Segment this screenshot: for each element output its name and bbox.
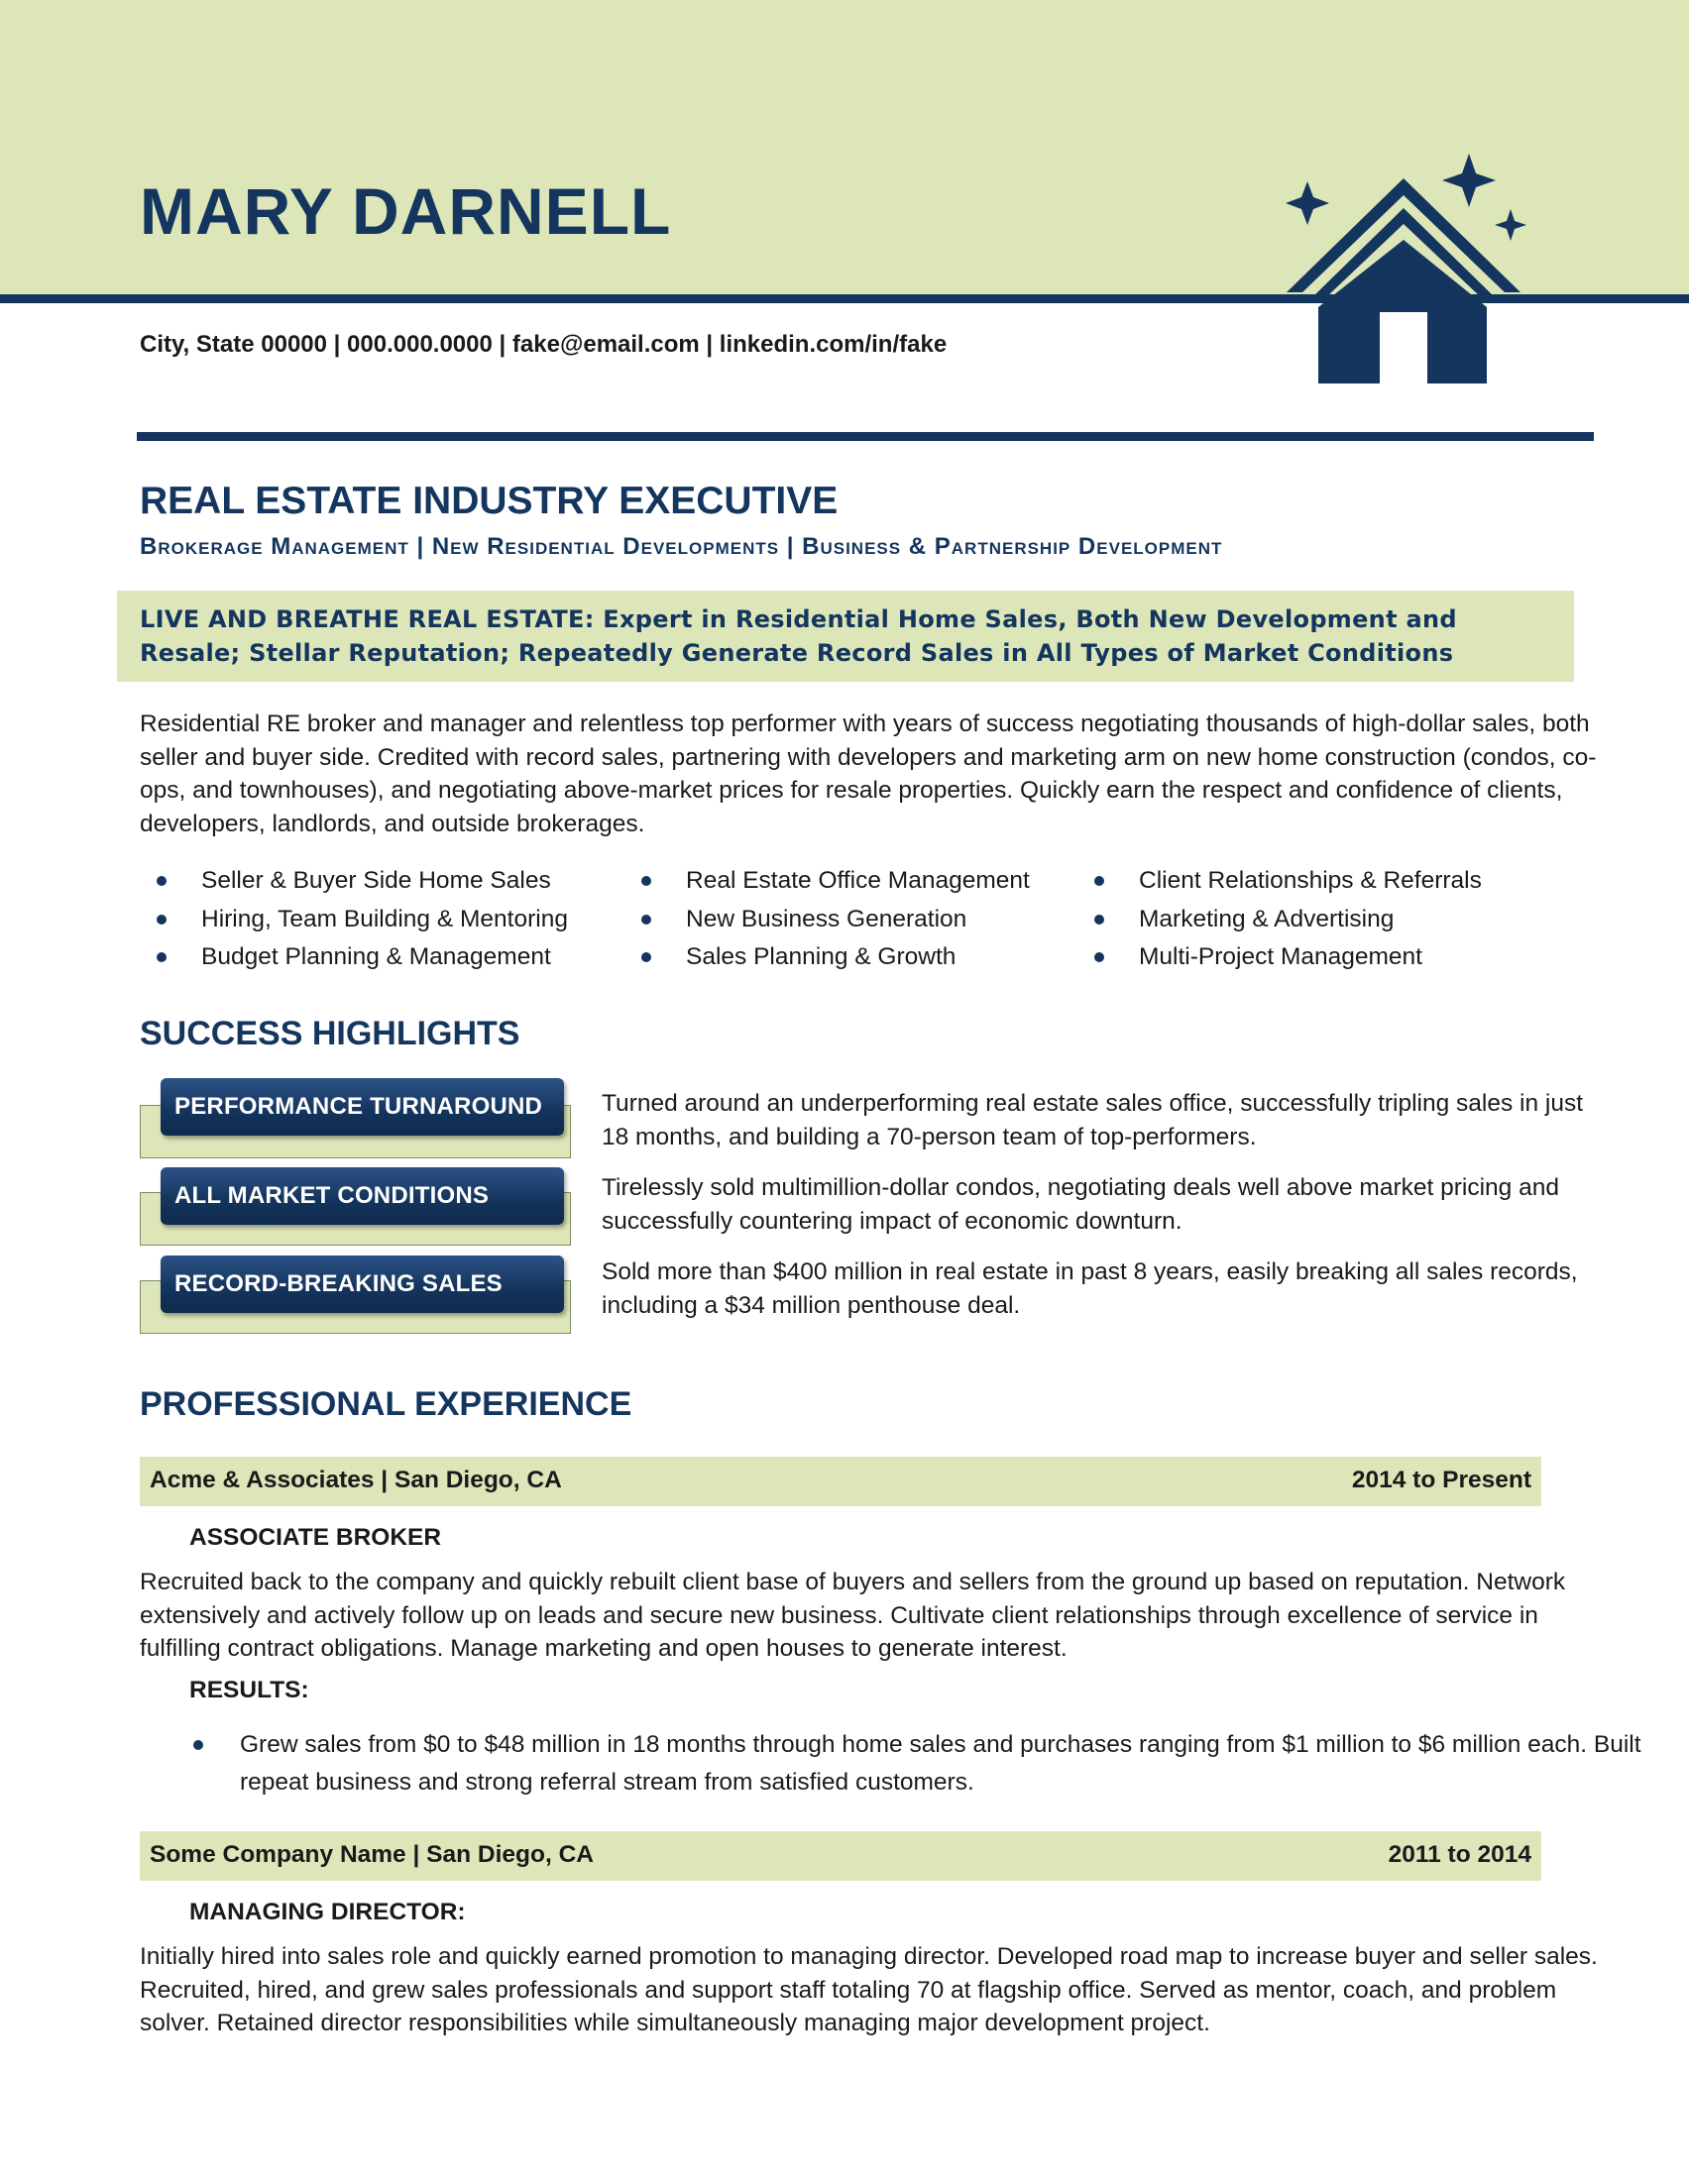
experience-heading: PROFESSIONAL EXPERIENCE (140, 1385, 632, 1423)
highlight-label: RECORD-BREAKING SALES (161, 1256, 564, 1313)
results-label: RESULTS: (189, 1677, 309, 1703)
skills-column-1 (140, 862, 568, 977)
skill-item: Sales Planning & Growth (624, 938, 1030, 977)
house-with-stars-icon (1275, 149, 1532, 386)
skill-item: Marketing & Advertising (1077, 901, 1482, 939)
skill-item: Hiring, Team Building & Mentoring (140, 901, 568, 939)
job-company: Some Company Name | San Diego, CA (150, 1841, 594, 1868)
bullet-icon (641, 915, 651, 925)
highlight-text: Tirelessly sold multimillion-dollar condos, negotiating deals well above market pricing and successfully countering impact of economic downturn. (602, 1174, 1559, 1235)
value-proposition: LIVE AND BREATHE REAL ESTATE: Expert in Residential Home Sales, Both New Development and Resale; Stellar Reputation; Repeatedly Generate Record Sales in All Types of Market Conditions (140, 605, 1457, 667)
job-company: Acme & Associates | San Diego, CA (150, 1467, 562, 1493)
headline-title: REAL ESTATE INDUSTRY EXECUTIVE (140, 480, 839, 522)
bullet-icon (641, 876, 651, 886)
job-dates: 2014 to Present (1351, 1467, 1531, 1493)
result-text: Grew sales from $0 to $48 million in 18 months through home sales and purchases ranging from $1 million to $6 million each. Built repeat business and strong referral stream from satisfied customers. (240, 1731, 1641, 1796)
skill-item: Multi-Project Management (1077, 938, 1482, 977)
highlight-label: ALL MARKET CONDITIONS (161, 1167, 564, 1225)
skill-item: New Business Generation (624, 901, 1030, 939)
bullet-icon (1094, 876, 1104, 886)
bullet-icon (157, 952, 167, 962)
bullet-icon (1094, 915, 1104, 925)
highlight-text: Sold more than $400 million in real estate in past 8 years, easily breaking all sales records, including a $34 million penthouse deal. (602, 1258, 1578, 1319)
bullet-icon (157, 915, 167, 925)
job-dates: 2011 to 2014 (1388, 1841, 1531, 1868)
bullet-icon (1094, 952, 1104, 962)
summary-paragraph: Residential RE broker and manager and relentless top performer with years of success negotiating thousands of high-dollar sales, both seller and buyer side. Credited with record sales, partnering with developers and marketing arm on new home construction (condos, co-ops, and townhouses), and negotiating above-market prices for resale properties. Quickly earn the respect and confidence of clients, developers, landlords, and outside brokerages. (140, 710, 1597, 837)
job-description: Recruited back to the company and quickly rebuilt client base of buyers and sellers from the ground up based on reputation. Network extensively and actively follow up on leads and secure new business. Cultivate client relationships through excellence of service in fulfilling contract obligations. Manage marketing and open houses to generate interest. (140, 1569, 1566, 1662)
job-description: Initially hired into sales role and quickly earned promotion to managing director. Developed road map to increase buyer and seller sales. Recruited, hired, and grew sales professionals and support staff totaling 70 at flagship office. Served as mentor, coach, and problem solver. Retained director responsibilities while simultaneously managing major development project. (140, 1943, 1598, 2036)
contact-line: City, State 00000 | 000.000.0000 | fake@email.com | linkedin.com/in/fake (140, 331, 948, 358)
job-header (140, 1831, 1541, 1881)
skills-column-3 (1077, 862, 1482, 977)
skill-item: Real Estate Office Management (624, 862, 1030, 901)
bullet-icon (157, 876, 167, 886)
skills-column-2 (624, 862, 1030, 977)
job-title: ASSOCIATE BROKER (189, 1524, 442, 1551)
highlight-text: Turned around an underperforming real estate sales office, successfully tripling sales in just 18 months, and building a 70-person team of top-performers. (602, 1090, 1584, 1150)
job-title: MANAGING DIRECTOR: (189, 1899, 466, 1925)
bullet-icon (193, 1740, 203, 1750)
result-item (189, 1726, 1647, 1802)
skill-item: Seller & Buyer Side Home Sales (140, 862, 568, 901)
candidate-name: MARY DARNELL (140, 174, 672, 248)
skill-item: Client Relationships & Referrals (1077, 862, 1482, 901)
section-divider (137, 432, 1594, 441)
success-highlights-heading: SUCCESS HIGHLIGHTS (140, 1015, 520, 1052)
skill-item: Budget Planning & Management (140, 938, 568, 977)
bullet-icon (641, 952, 651, 962)
headline-specialties: Brokerage Management | New Residential Developments | Business & Partnership Development (140, 533, 1223, 560)
job-header (140, 1457, 1541, 1506)
highlight-label: PERFORMANCE TURNAROUND (161, 1078, 564, 1136)
